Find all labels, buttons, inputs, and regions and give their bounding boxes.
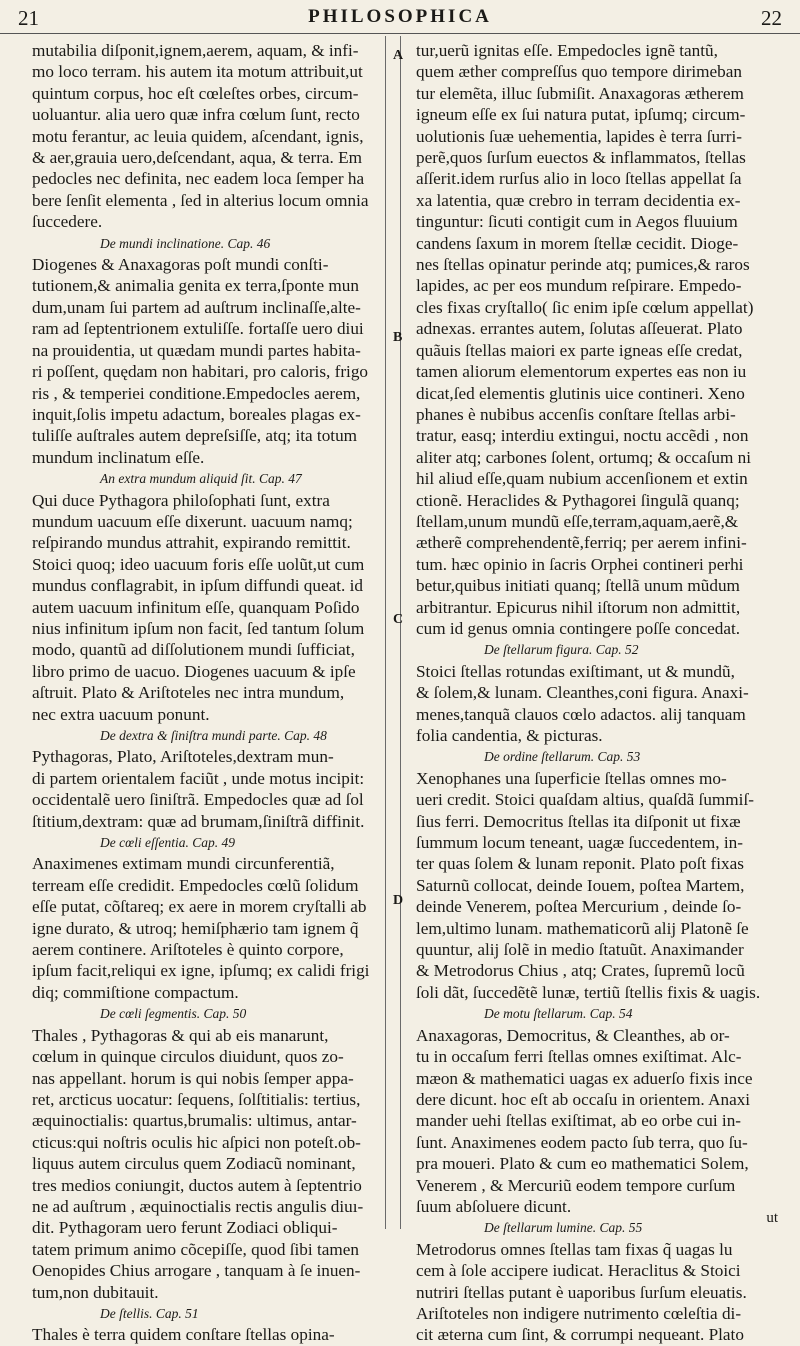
text-line: Xenophanes una ſuperficie ſtellas omnes mo- bbox=[416, 768, 727, 788]
left-page-number: 21 bbox=[18, 6, 39, 30]
text-line: quem æther compreſſus quo tempore dirimeban bbox=[416, 62, 743, 82]
chapter-heading: De dextra & ſiniſtra mundi parte. Cap. 48 bbox=[100, 728, 327, 743]
chapter-heading: De ſtellis. Cap. 51 bbox=[100, 1305, 199, 1321]
text-line: mæon & mathematici uagas ex aduerſo fixis ince bbox=[416, 1068, 753, 1088]
text-line: mo loco terram. his autem ita motum attribuit,ut bbox=[32, 62, 363, 82]
text-line: reſpirando mundus attrahit, expirando remittit. bbox=[32, 533, 351, 553]
text-line: nec extra uacuum ponunt. bbox=[32, 704, 210, 724]
right-text-column bbox=[416, 40, 780, 1346]
text-line: di partem orientalem faciũt , unde motus incipit: bbox=[32, 768, 365, 788]
text-line: tur,uerũ ignitas eſſe. Empedocles ignẽ tantũ, bbox=[416, 41, 718, 60]
text-line: tum,non dubitauit. bbox=[32, 1282, 159, 1302]
text-line: adnexas. errantes autem, ſolutas aſſeuerat. Plato bbox=[416, 319, 743, 339]
text-line: æquinoctialis: quartus,brumalis: ultimus, antar- bbox=[32, 1111, 357, 1131]
margin-letter-d: D bbox=[393, 893, 404, 908]
text-line: uoluantur. alia uero quæ infra cœlum ſunt, recto bbox=[32, 105, 360, 125]
text-line: nius infinitum ipſum non facit, ſed tantum ſolum bbox=[32, 618, 365, 638]
text-line: mundus conflagrabit, in ipſum diffundi queat. id bbox=[32, 576, 363, 596]
text-line: ctionẽ. Heraclides & Pythagorei ſingulã quanq; bbox=[416, 490, 740, 510]
text-line: liquus autem circulus quem Zodiacũ nominant, bbox=[32, 1154, 356, 1174]
text-line: cem à ſole accipere iudicat. Heraclitus & Stoici bbox=[416, 1261, 741, 1281]
chapter-heading: De ordine ſtellarum. Cap. 53 bbox=[484, 749, 641, 765]
text-line: ris , & temperiei conditione.Empedocles aerem, bbox=[32, 383, 361, 403]
text-line: lapides, ac per eos mundum reſpirare. Empedo- bbox=[416, 276, 742, 296]
right-page-number: 22 bbox=[761, 6, 782, 30]
running-header bbox=[0, 0, 800, 34]
text-line: Metrodorus omnes ſtellas tam fixas q̃ uagas lu bbox=[416, 1239, 733, 1259]
text-line: Stoici quoq; ideo uacuum foris eſſe uolũt,ut cum bbox=[32, 554, 365, 574]
text-line: quãuis ſtellas maiori ex parte igneas eſſe credat, bbox=[416, 340, 743, 360]
text-line: dere dicunt. hoc eſt ab occaſu in orientem. Anaxi bbox=[416, 1089, 751, 1109]
text-line: mundum uacuum eſſe dixerunt. uacuum namq; bbox=[32, 511, 353, 531]
text-line: dum,unam ſui partem ad auſtrum inclinaſſe,alte- bbox=[32, 297, 361, 317]
margin-letter-a: A bbox=[393, 48, 404, 63]
text-line: ſius ferri. Democritus ſtellas ita diſponit ut fixæ bbox=[416, 811, 741, 831]
text-line: ne ad auſtrum , æquinoctialis rectis angulis diuı- bbox=[32, 1196, 364, 1216]
text-line: Anaxagoras, Democritus, & Cleanthes, ab or- bbox=[416, 1025, 730, 1045]
text-line: igne durato, & utroq; hemiſphærio tam ignem q̃ bbox=[32, 918, 359, 938]
text-line: tur elemẽta, illuc ſubmiſit. Anaxagoras ætherem bbox=[416, 83, 744, 103]
text-line: igneum eſſe ex ſui natura putat, ipſumq; circum- bbox=[416, 105, 746, 125]
text-line: tutionem,& animalia genita ex terra,ſponte mun bbox=[32, 276, 359, 296]
text-line: quintum corpus, hoc eſt cœleſtes orbes, circum- bbox=[32, 83, 359, 103]
text-line: ipſum facit,reliqui ex igne, ipſumq; ex calidi frigi bbox=[32, 961, 370, 981]
text-line: Saturnũ collocat, deinde Iouem, poſtea Martem, bbox=[416, 875, 745, 895]
chapter-heading: De cœli eſſentia. Cap. 49 bbox=[100, 835, 235, 851]
text-line: terream eſſe credidit. Empedocles cœlũ ſolidum bbox=[32, 875, 359, 895]
catchword: ut bbox=[766, 1210, 778, 1226]
text-line: perẽ,quos ſurſum euectos & inflammatos, ſtellas bbox=[416, 148, 746, 168]
text-line: nutriri ſtellas putant è uaporibus ſurſum eleuatis. bbox=[416, 1282, 747, 1302]
text-line: nas appellant. horum is qui nobis ſemper appa- bbox=[32, 1068, 354, 1088]
text-line: tatem primum animo cõcepiſſe, quod ſibi tamen bbox=[32, 1239, 359, 1259]
running-title: PHILOSOPHICA bbox=[308, 6, 492, 27]
text-line: Anaximenes extimam mundi circunferentiã, bbox=[32, 854, 335, 874]
text-line: arbitrantur. Epicurus nihil iſtorum non admittit, bbox=[416, 597, 741, 617]
text-line: ſtellam,unum mundũ eſſe,terram,aquam,aerẽ,& bbox=[416, 511, 739, 531]
text-line: ri poſſent, quędam non habitari, pro caloris, frigo bbox=[32, 362, 369, 382]
text-line: Thales è terra quidem conſtare ſtellas opina- bbox=[32, 1325, 335, 1345]
text-line: inquit,ſolis impetu adactum, boreales plagas ex- bbox=[32, 404, 361, 424]
text-line: cticus:qui noſtris oculis hic aſpici non poteſt.ob- bbox=[32, 1132, 361, 1152]
text-line: dicat,ſed elementis glutinis uice contineri. Xeno bbox=[416, 383, 745, 403]
text-line: tamen aliorum elementorum expertes eas non iu bbox=[416, 362, 747, 382]
text-line: ſummum locum teneant, uagæ ſuccedentem, in- bbox=[416, 833, 743, 853]
text-line: tinguntur: ſicuti contigit cum in Aegos fluuium bbox=[416, 212, 738, 232]
text-line: libro primo de uacuo. Diogenes uacuum & ipſe bbox=[32, 661, 356, 681]
text-line: & ſolem,& lunam. Cleanthes,coni figura. Anaxi- bbox=[416, 683, 749, 703]
text-line: motu ferantur, ac leuia quidem, aſcendant, ignis, bbox=[32, 126, 364, 146]
text-line: Stoici ſtellas rotundas exiſtimant, ut & mundũ, bbox=[416, 661, 735, 681]
margin-letter-b: B bbox=[393, 330, 403, 345]
text-line: quuntur, alij ſolẽ in medio ſtatuũt. Anaximander bbox=[416, 940, 744, 960]
text-line: uolutionis ſuæ uehementia, lapides è terra ſurri- bbox=[416, 126, 742, 146]
text-line: autem uacuum infinitum eſſe, quanquam Poſido bbox=[32, 597, 360, 617]
text-line: tres medios coniungit, ductos autem à ſeptentrio bbox=[32, 1175, 362, 1195]
text-line: Pythagoras, Plato, Ariſtoteles,dextram mun- bbox=[32, 747, 334, 767]
chapter-heading: De motu ſtellarum. Cap. 54 bbox=[484, 1006, 633, 1022]
text-line: lem,ultimo lunam. mathematicorũ alij Platonẽ ſe bbox=[416, 918, 749, 938]
text-line: cles fixas cryſtallo( ſic enim ipſe cœlum appellat) bbox=[416, 297, 754, 317]
text-line: pedocles nec definita, nec eadem loca ſemper ha bbox=[32, 169, 365, 189]
text-line: na prouidentia, ut quædam mundi partes habita- bbox=[32, 340, 361, 360]
chapter-heading: De ſtellarum figura. Cap. 52 bbox=[484, 642, 639, 658]
text-line: hil aliud eſſe,quam nubium accenſionem et extin bbox=[416, 469, 748, 489]
header-rule bbox=[0, 33, 800, 34]
text-line: candens ſaxum in morem ſtellæ cecidit. Dioge- bbox=[416, 233, 739, 253]
text-line: nes ſtellas opinatur perinde atq; pumices,& raros bbox=[416, 255, 750, 275]
text-line: mutabilia diſponit,ignem,aerem, aquam, & infi- bbox=[32, 41, 359, 60]
text-line: aerem continere. Ariſtoteles è quinto corpore, bbox=[32, 940, 344, 960]
text-line: pra moueri. Plato & cum eo mathematici Solem, bbox=[416, 1154, 749, 1174]
text-line: cum id genus omnia contingere poſſe concedat. bbox=[416, 618, 741, 638]
text-line: ueri credit. Stoici quaſdam altius, quaſdã ſummiſ- bbox=[416, 790, 754, 810]
text-line: Venerem , & Mercuriũ eodem tempore curſum bbox=[416, 1175, 736, 1195]
margin-letter-c: C bbox=[393, 612, 404, 627]
text-line: ſunt. Anaximenes eodem pacto ſub terra, quo ſu- bbox=[416, 1132, 748, 1152]
text-line: cœlum in quinque circulos diuidunt, quos zo- bbox=[32, 1047, 344, 1067]
text-line: Thales , Pythagoras & qui ab eis manarunt, bbox=[32, 1025, 329, 1045]
chapter-heading: De mundi inclinatione. Cap. 46 bbox=[100, 235, 271, 251]
text-line: xa latentia, quæ crebro in terram decidentia ex- bbox=[416, 190, 741, 210]
text-line: ſuccedere. bbox=[32, 212, 103, 232]
text-line: ret, arcticus uocatur: ſequens, ſolſtitialis: tertius, bbox=[32, 1089, 361, 1109]
text-line: ætherẽ comprehendentẽ,ferriq; per aerem infini- bbox=[416, 533, 747, 553]
text-line: betur,quibus initiati quanq; ſtellã unum mũdum bbox=[416, 576, 740, 596]
text-line: deinde Venerem, poſtea Mercurium , deinde ſo- bbox=[416, 897, 742, 917]
text-line: tum. hæc opinio in ſacris Orphei contineri perhi bbox=[416, 554, 744, 574]
text-line: diq; commiſtione compactum. bbox=[32, 982, 239, 1002]
text-line: ſuum abſoluere dicunt. bbox=[416, 1196, 572, 1216]
text-line: modo, quantũ ad diſſolutionem mundi ſufficiat, bbox=[32, 640, 355, 660]
chapter-heading: De ſtellarum lumine. Cap. 55 bbox=[484, 1220, 643, 1236]
text-line: dit. Pythagoram uero ferunt Zodiaci obliqui- bbox=[32, 1218, 338, 1238]
text-line: eſſe putat, cõſtareq; ex aere in morem cryſtalli ab bbox=[32, 897, 367, 917]
text-line: & Metrodorus Chius , atq; Crates, ſupremũ locũ bbox=[416, 961, 745, 981]
chapter-heading: An extra mundum aliquid ſit. Cap. 47 bbox=[100, 471, 302, 487]
text-line: tu in occaſum ferri ſtellas omnes exiſtimat. Alc- bbox=[416, 1047, 742, 1067]
text-line: aſſerit.idem rurſus alio in loco ſtellas appellat ſa bbox=[416, 169, 742, 189]
text-line: ſtitium,dextram: quæ ad brumam,ſiniſtrã diffinit. bbox=[32, 811, 365, 831]
text-line: cit æterna cum ſint, & corrumpi nequeant. Plato bbox=[416, 1325, 744, 1345]
text-line: aliter atq; carbones ſolent, ortumq; & occaſum ni bbox=[416, 447, 752, 467]
text-line: Qui duce Pythagora philoſophati ſunt, extra bbox=[32, 490, 330, 510]
text-line: mundum inclinatum eſſe. bbox=[32, 447, 205, 467]
text-line: ram ad ſeptentrionem extuliſſe. fortaſſe uero diui bbox=[32, 319, 364, 339]
text-line: aſtruit. Plato & Ariſtoteles nec intra mundum, bbox=[32, 683, 345, 703]
text-line: Diogenes & Anaxagoras poſt mundi conſti- bbox=[32, 255, 329, 275]
text-line: bere ſenſit elementa , ſed in alterius locum omnia bbox=[32, 190, 369, 210]
text-line: ſoli dãt, ſuccedẽtẽ lunæ, tertiũ ſtellis fixis & uagis. bbox=[416, 982, 761, 1002]
text-line: phanes è nubibus accenſis conſtare ſtellas arbi- bbox=[416, 404, 736, 424]
text-line: Oenopides Chius arrogare , tanquam à ſe inuen- bbox=[32, 1261, 361, 1281]
text-line: occidentalẽ uero ſiniſtrã. Empedocles quæ ad ſol bbox=[32, 790, 364, 810]
text-line: ter quas ſolem & lunam reponit. Plato poſt fixas bbox=[416, 854, 744, 874]
text-line: Ariſtoteles non indigere nutrimento cœleſtia di- bbox=[416, 1303, 742, 1323]
left-text-column bbox=[32, 40, 390, 1346]
text-line: & aer,grauia uero,deſcendant, aqua, & terra. Em bbox=[32, 148, 363, 168]
chapter-heading: De cœli ſegmentis. Cap. 50 bbox=[100, 1006, 247, 1022]
text-line: tuliſſe auſtrales autem depreſsiſſe, atq; ita totum bbox=[32, 426, 358, 446]
text-line: mander uehi ſtellas exiſtimat, ab eo orbe cui in- bbox=[416, 1111, 742, 1131]
text-line: menes,tanquã clauos cœlo adactos. alij tanquam bbox=[416, 704, 746, 724]
text-line: folia candentia, & picturas. bbox=[416, 726, 603, 745]
text-line: tratur, easq; interdiu extingui, noctu accẽdi , non bbox=[416, 426, 749, 446]
